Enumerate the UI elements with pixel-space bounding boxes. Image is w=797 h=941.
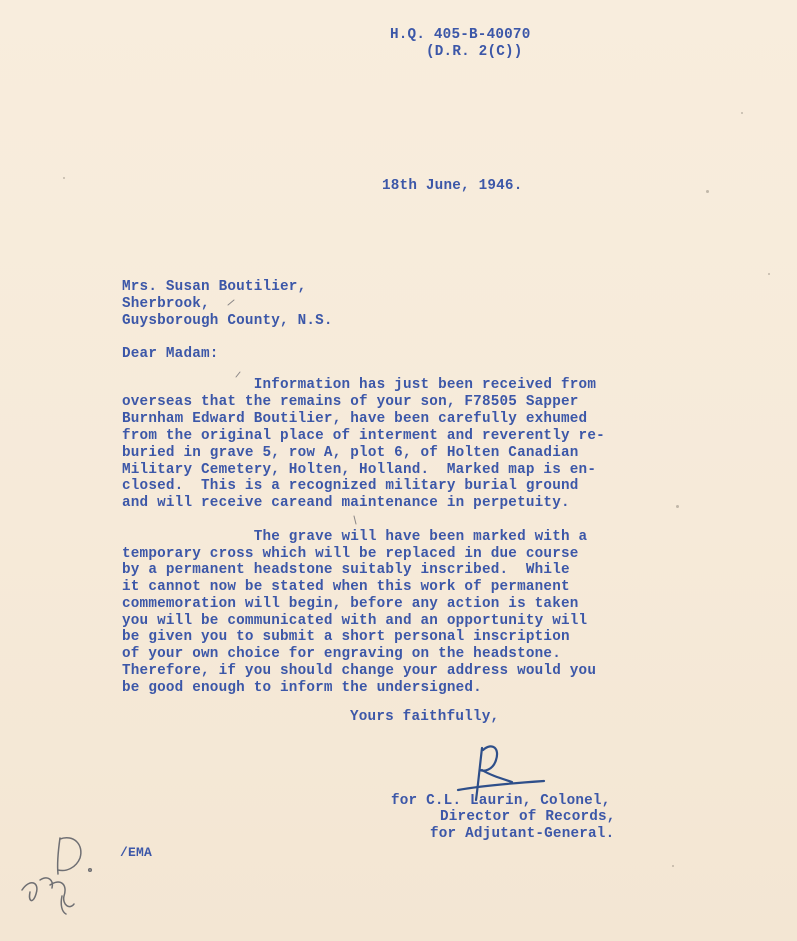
paragraph-line: closed. This is a recognized military burial ground xyxy=(122,478,579,494)
paragraph-line: be given you to submit a short personal inscription xyxy=(122,629,570,645)
paragraph-line: overseas that the remains of your son, F78505 Sapper xyxy=(122,394,579,410)
paragraph-line: be good enough to inform the undersigned. xyxy=(122,680,482,696)
paragraph-line: Burnham Edward Boutilier, have been carefully exhumed xyxy=(122,411,588,427)
paragraph-line: The grave will have been marked with a xyxy=(122,529,588,545)
paragraph-line: temporary cross which will be replaced in due course xyxy=(122,546,579,562)
paragraph-line: you will be communicated with and an opportunity will xyxy=(122,613,588,629)
paper-speck xyxy=(63,177,65,179)
paragraph-line: of your own choice for engraving on the headstone. xyxy=(122,646,561,662)
recipient-county: Guysborough County, N.S. xyxy=(122,313,333,329)
paper-speck xyxy=(768,273,770,275)
paper-speck xyxy=(706,190,709,193)
paragraph-line: by a permanent headstone suitably inscribed. While xyxy=(122,562,570,578)
paragraph-line: Therefore, if you should change your address would you xyxy=(122,663,597,679)
paragraph-line: buried in grave 5, row A, plot 6, of Holten Canadian xyxy=(122,445,579,461)
letter-date: 18th June, 1946. xyxy=(382,178,523,194)
typist-initials: /EMA xyxy=(120,845,153,860)
recipient-name: Mrs. Susan Boutilier, xyxy=(122,279,307,295)
paper-speck xyxy=(741,112,743,114)
pen-initial-signature xyxy=(458,746,544,800)
pencil-marginal-note xyxy=(22,838,91,914)
paragraph-line: Military Cemetery, Holten, Holland. Marked map is en- xyxy=(122,462,597,478)
paragraph-line: and will receive careand maintenance in perpetuity. xyxy=(122,495,570,511)
signature-line-officer: for C.L. Laurin, Colonel, xyxy=(391,793,611,809)
file-subreference: (D.R. 2(C)) xyxy=(426,44,523,60)
recipient-town: Sherbrook, xyxy=(122,296,210,312)
paragraph-line: Information has just been received from xyxy=(122,377,597,393)
paragraph-line: it cannot now be stated when this work of permanent xyxy=(122,579,570,595)
paragraph-line: commemoration will begin, before any action is taken xyxy=(122,596,579,612)
signature-line-title: Director of Records, xyxy=(440,809,616,825)
closing-phrase: Yours faithfully, xyxy=(350,709,500,725)
signature-line-office: for Adjutant-General. xyxy=(430,826,615,842)
salutation: Dear Madam: xyxy=(122,346,219,362)
paper-speck xyxy=(676,505,679,508)
paper-speck xyxy=(672,865,674,867)
file-reference: H.Q. 405-B-40070 xyxy=(390,27,531,43)
paragraph-line: from the original place of interment and reverently re- xyxy=(122,428,605,444)
